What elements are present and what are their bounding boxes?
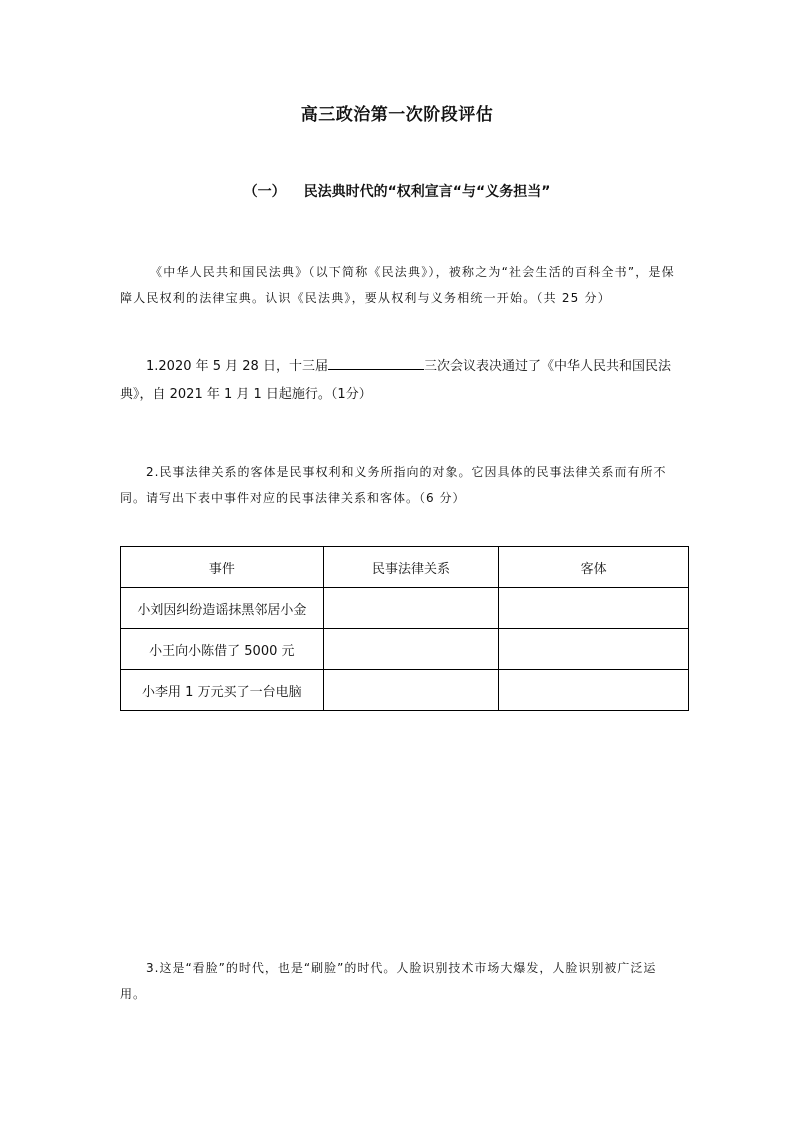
relation-cell[interactable] <box>323 670 499 711</box>
section-number: （一） <box>243 184 286 200</box>
question-2 <box>120 459 676 511</box>
object-cell[interactable] <box>499 629 689 670</box>
question-1-after: 三次会议表决通过了《中华人民共和国民法典》，自 2021 年 1 月 1 日起施行。（1分） <box>120 359 671 402</box>
header-object: 客体 <box>499 547 689 588</box>
object-cell[interactable] <box>499 670 689 711</box>
question-2-text: 2.民事法律关系的客体是民事权利和义务所指向的对象。它因具体的民事法律关系而有所不同。请写出下表中事件对应的民事法律关系和客体。（6 分） <box>120 465 667 505</box>
relation-cell[interactable] <box>323 629 499 670</box>
table-row <box>121 670 689 711</box>
intro-paragraph <box>120 259 676 311</box>
table-row <box>121 629 689 670</box>
section-title: 民法典时代的“权利宣言“与“义务担当” <box>303 184 551 200</box>
answer-table <box>120 546 689 711</box>
relation-cell[interactable] <box>323 588 499 629</box>
header-event: 事件 <box>121 547 324 588</box>
answer-blank[interactable] <box>328 355 424 370</box>
section-heading <box>0 181 794 201</box>
event-cell: 小李用 1 万元买了一台电脑 <box>121 670 324 711</box>
question-1-before: 1.2020 年 5 月 28 日，十三届 <box>146 359 328 374</box>
table-header-row <box>121 547 689 588</box>
question-3-text: 3.这是“看脸”的时代，也是“刷脸”的时代。人脸识别技术市场大爆发，人脸识别被广泛运用。 <box>120 961 657 1001</box>
question-1 <box>120 353 676 409</box>
document-title: 高三政治第一次阶段评估 <box>300 105 494 125</box>
intro-text: 《中华人民共和国民法典》（以下简称《民法典》），被称之为“社会生活的百科全书”，是保障人民权利的法律宝典。认识《民法典》，要从权利与义务相统一开始。（共 25 分） <box>120 265 675 305</box>
header-relation: 民事法律关系 <box>323 547 499 588</box>
table-row <box>121 588 689 629</box>
event-cell: 小王向小陈借了 5000 元 <box>121 629 324 670</box>
question-3 <box>120 955 676 1007</box>
object-cell[interactable] <box>499 588 689 629</box>
event-cell: 小刘因纠纷造谣抹黑邻居小金 <box>121 588 324 629</box>
